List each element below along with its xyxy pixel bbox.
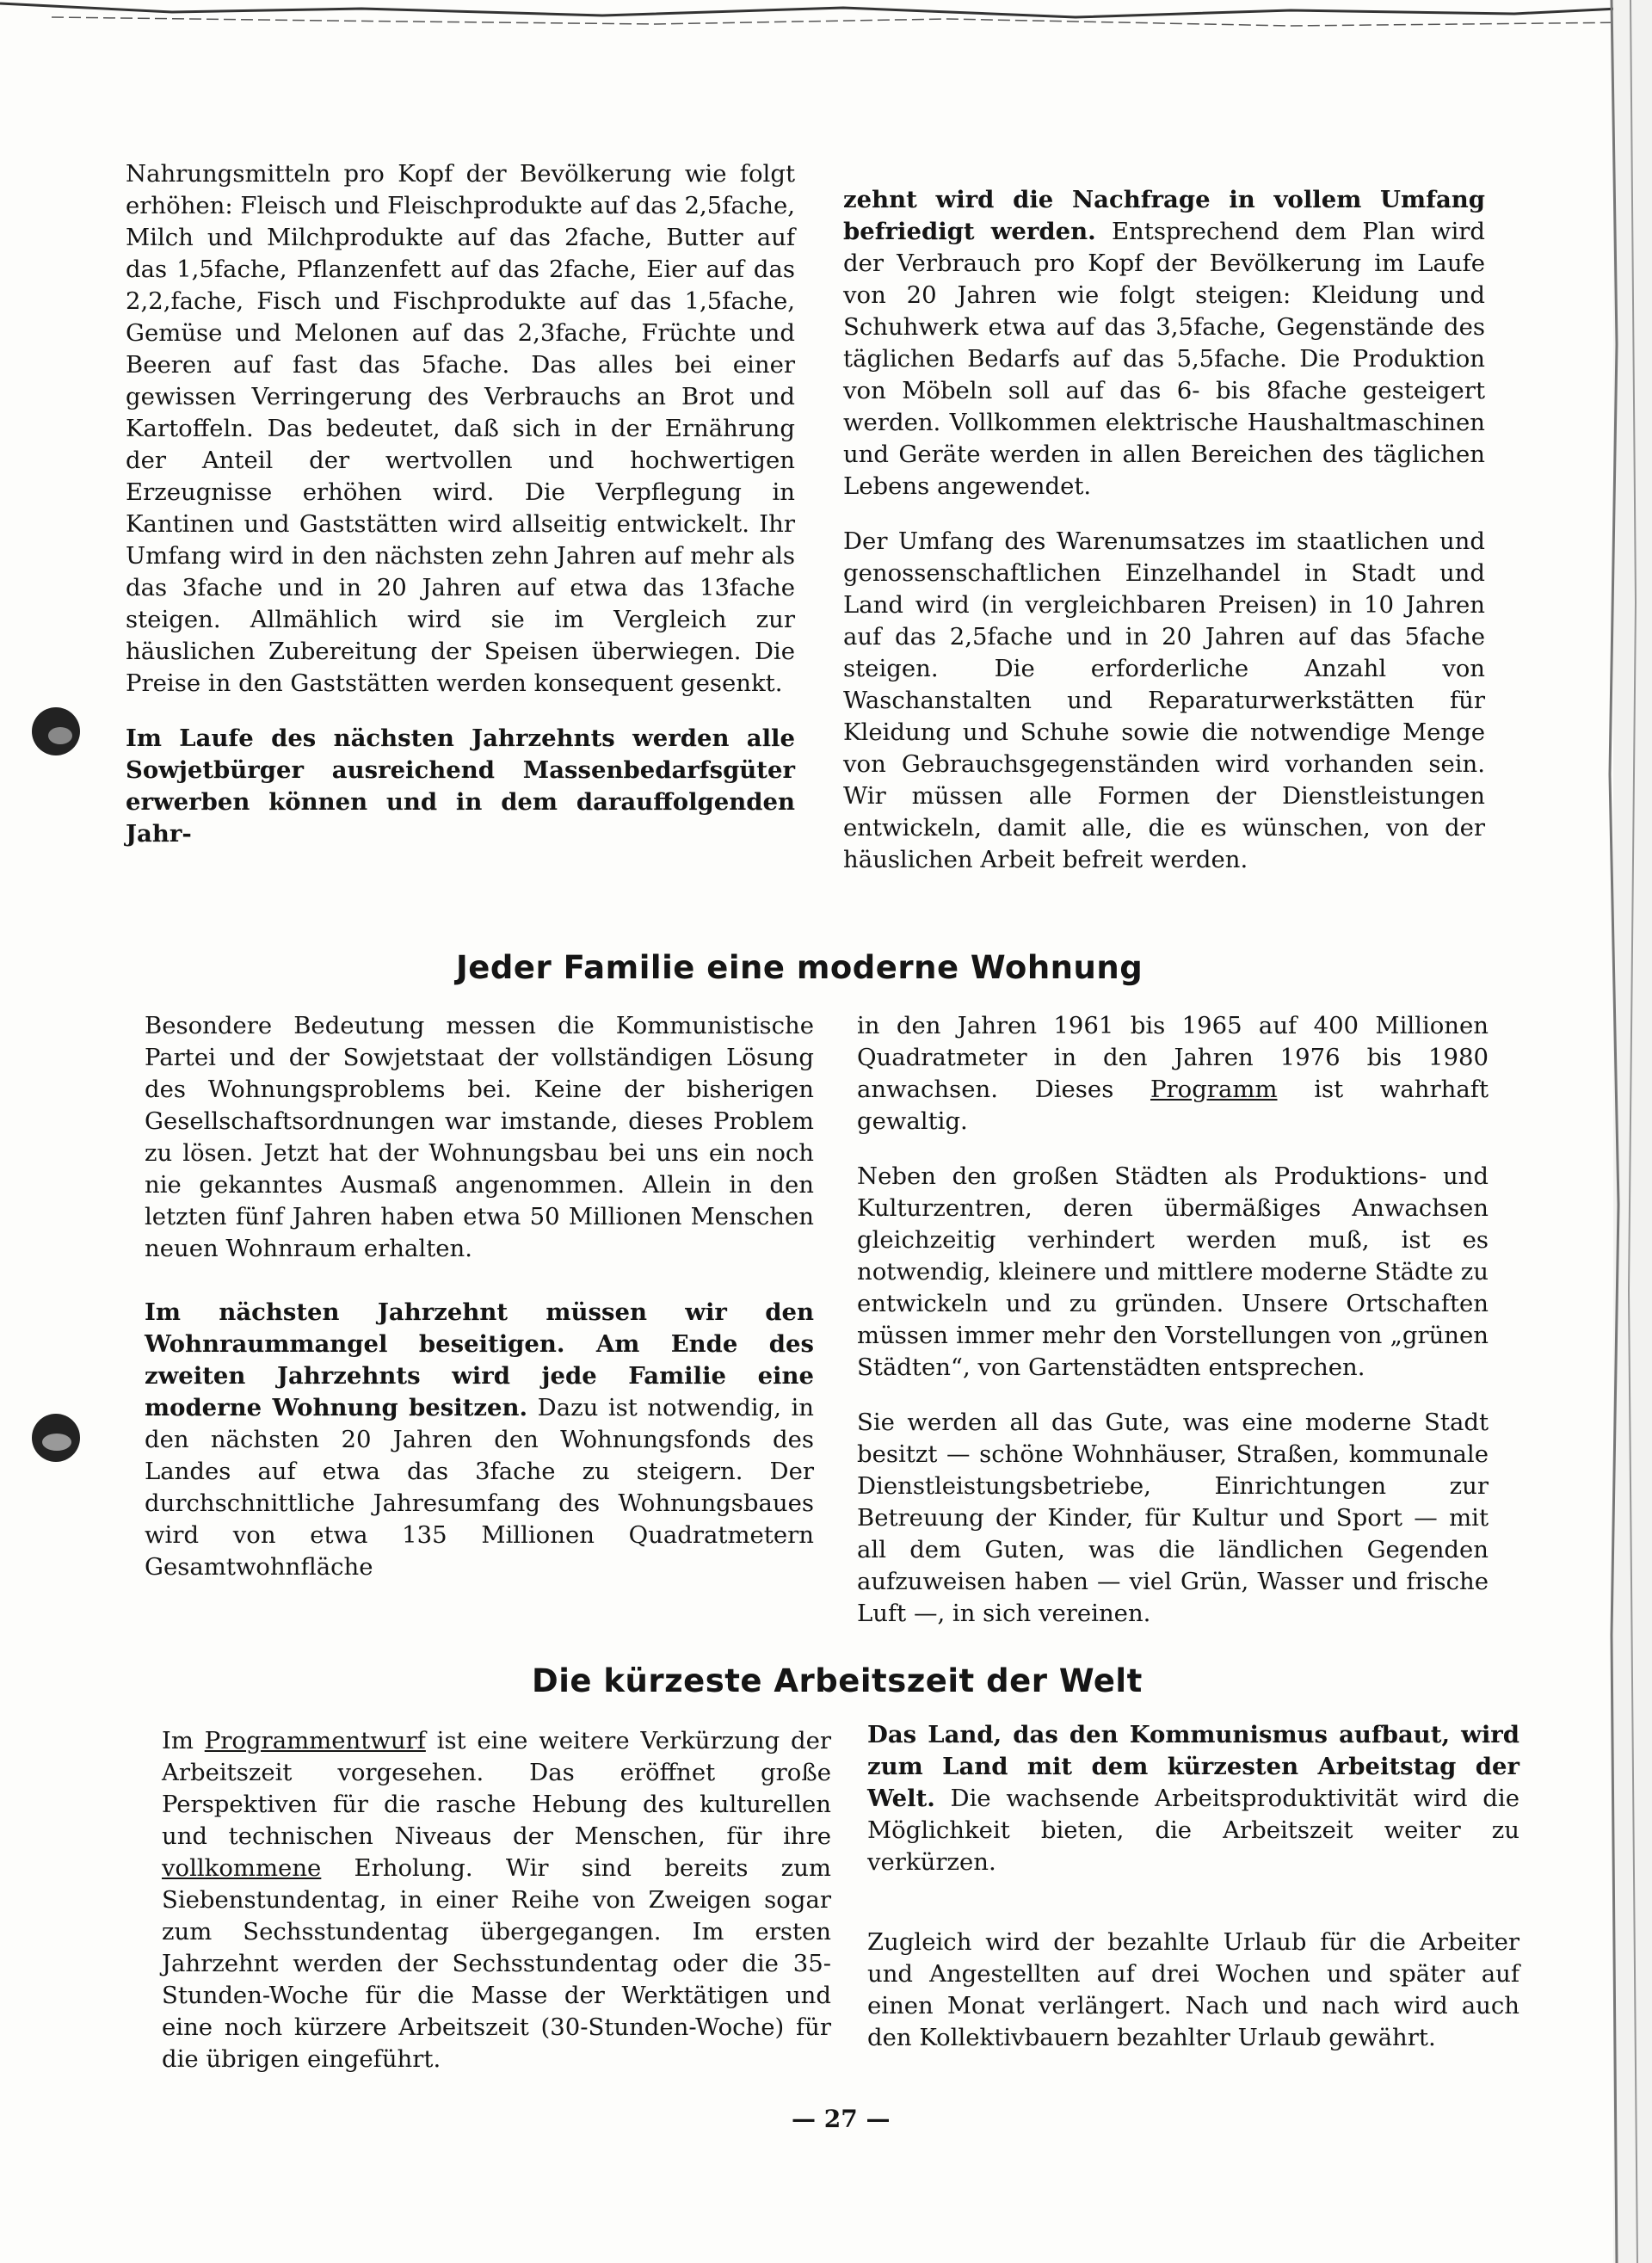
section1-left-column: [126, 158, 795, 873]
paragraph: zehnt wird die Nachfrage in vollem Umfang befriedigt werden. Entsprechend dem Plan wird der Verbrauch pro Kopf der Bevölkerung im Laufe von 20 Jahren wie folgt steigen: Kleidung und Schuhwerk etwa auf das 3,5fache, Gegenstände des täglichen Bedarfs auf das 5,5fache. Die Produktion von Möbeln soll auf das 6- bis 8fache gesteigert werden. Vollkommen elektrische Haushaltmaschinen und Geräte werden in allen Bereichen des täglichen Lebens angewendet.: [843, 186, 1485, 500]
paragraph: Besondere Bedeutung messen die Kommunistische Partei und der Sowjetstaat der vollständigen Lösung des Wohnungsproblems bei. Keine der bisherigen Gesellschaftsordnungen war imstande, dieses Problem zu lösen. Jetzt hat der Wohnungsbau bei uns ein noch nie gekanntes Ausmaß angenommen. Allein in den letzten fünf Jahren haben etwa 50 Millionen Menschen neuen Wohnraum erhalten.: [145, 1012, 814, 1262]
paragraph: Im nächsten Jahrzehnt müssen wir den Wohnraummangel beseitigen. Am Ende des zweiten Jahrzehnts wird jede Familie eine moderne Wohnung besitzen. Dazu ist notwendig, in den nächsten 20 Jahren den Wohnungsfonds des Landes auf etwa das 3fache zu steigern. Der durchschnittliche Jahresumfang des Wohnungsbaues wird von etwa 135 Millionen Quadratmetern Gesamtwohnfläche: [145, 1298, 814, 1581]
section2-right-column: [857, 1010, 1489, 1653]
paragraph: Neben den großen Städten als Produktions- und Kulturzentren, deren übermäßiges Anwachsen gleichzeitig verhindert werden muß, ist es notwendig, kleinere und mittlere moderne Städte zu entwickeln und zu gründen. Unsere Ortschaften müssen immer mehr den Vorstellungen von „grünen Städten“, von Gartenstädten entsprechen.: [857, 1162, 1489, 1381]
paragraph: in den Jahren 1961 bis 1965 auf 400 Millionen Quadratmeter in den Jahren 1976 bis 1980 anwachsen. Dieses Programm ist wahrhaft gewaltig.: [857, 1012, 1489, 1135]
section-heading: Jeder Familie eine moderne Wohnung: [456, 949, 1143, 986]
paragraph: Zugleich wird der bezahlte Urlaub für die Arbeiter und Angestellten auf drei Wochen und später auf einen Monat verlängert. Nach und nach wird auch den Kollektivbauern bezahlter Urlaub gewährt.: [867, 1928, 1519, 2051]
scan-edge-top: [0, 0, 1652, 40]
bold-text: Das Land, das den Kommunismus aufbaut, wird zum Land mit dem kürzesten Arbeitstag der Welt.: [867, 1721, 1519, 1812]
section-heading: Die kürzeste Arbeitszeit der Welt: [532, 1662, 1143, 1699]
scan-edge-right: [1579, 0, 1652, 2263]
bold-text: Im nächsten Jahrzehnt müssen wir den Wohnraummangel beseitigen. Am Ende des zweiten Jahrzehnts wird jede Familie eine moderne Wohnung besitzen.: [145, 1298, 814, 1421]
paragraph: Sie werden all das Gute, was eine moderne Stadt besitzt — schöne Wohnhäuser, Straßen, kommunale Dienstleistungsbetriebe, Einrichtungen zur Betreuung der Kinder, für Kultur und Sport — mit all dem Guten, was die ländlichen Gegenden aufzuweisen haben — viel Grün, Wasser und frische Luft —, in sich vereinen.: [857, 1409, 1489, 1627]
punch-hole-icon: [26, 1408, 86, 1468]
page-number: — 27 —: [792, 2105, 891, 2133]
bold-text: zehnt wird die Nachfrage in vollem Umfang befriedigt werden.: [843, 186, 1485, 245]
section3-left-column: [162, 1725, 831, 2099]
section2-left-column: [145, 1010, 814, 1606]
paragraph: Das Land, das den Kommunismus aufbaut, wird zum Land mit dem kürzesten Arbeitstag der Welt. Die wachsende Arbeitsproduktivität wird die Möglichkeit bieten, die Arbeitszeit weiter zu verkürzen.: [867, 1721, 1519, 1876]
paragraph: Im Laufe des nächsten Jahrzehnts werden alle Sowjetbürger ausreichend Massenbedarfsgüter erwerben können und in dem darauffolgenden Jahr-: [126, 725, 795, 848]
paragraph: Im Programmentwurf ist eine weitere Verkürzung der Arbeitszeit vorgesehen. Das eröffnet große Perspektiven für die rasche Hebung des kulturellen und technischen Niveaus der Menschen, für ihre vollkommene Erholung. Wir sind bereits zum Siebenstundentag, in einer Reihe von Zweigen sogar zum Sechsstundentag übergegangen. Im ersten Jahrzehnt werden der Sechsstundentag oder die 35-Stunden-Woche für die Masse der Werktätigen und eine noch kürzere Arbeitszeit (30-Stunden-Woche) für die übrigen eingeführt.: [162, 1727, 831, 2073]
paragraph: Nahrungsmitteln pro Kopf der Bevölkerung wie folgt erhöhen: Fleisch und Fleischprodukte auf das 2,5fache, Milch und Milchprodukte auf das 2fache, Butter auf das 1,5fache, Pflanzenfett auf das 2fache, Eier auf das 2,2,fache, Fisch und Fischprodukte auf das 1,5fache, Gemüse und Melonen auf das 2,3fache, Früchte und Beeren auf fast das 5fache. Das alles bei einer gewissen Verringerung des Verbrauchs an Brot und Kartoffeln. Das bedeutet, daß sich in der Ernährung der Anteil der wertvollen und hochwertigen Erzeugnisse erhöhen wird. Die Verpflegung in Kantinen und Gaststätten wird allseitig entwickelt. Ihr Umfang wird in den nächsten zehn Jahren auf mehr als das 3fache und in 20 Jahren auf etwa das 13fache steigen. Allmählich wird sie im Vergleich zur häuslichen Zubereitung der Speisen überwiegen. Die Preise in den Gaststätten werden konsequent gesenkt.: [126, 160, 795, 697]
punch-hole-icon: [26, 701, 86, 762]
section1-right-column: [843, 184, 1485, 899]
paragraph: Der Umfang des Warenumsatzes im staatlichen und genossenschaftlichen Einzelhandel in Stadt und Land wird (in vergleichbaren Preisen) in 10 Jahren auf das 2,5fache und in 20 Jahren auf das 5fache steigen. Die erforderliche Anzahl von Waschanstalten und Reparaturwerkstätten für Kleidung und Schuhe sowie die notwendige Menge von Gebrauchsgegenständen wird vorhanden sein. Wir müssen alle Formen der Dienstleistungen entwickeln, damit alle, die es wünschen, von der häuslichen Arbeit befreit werden.: [843, 527, 1485, 873]
section3-right-column: [867, 1719, 1519, 2077]
